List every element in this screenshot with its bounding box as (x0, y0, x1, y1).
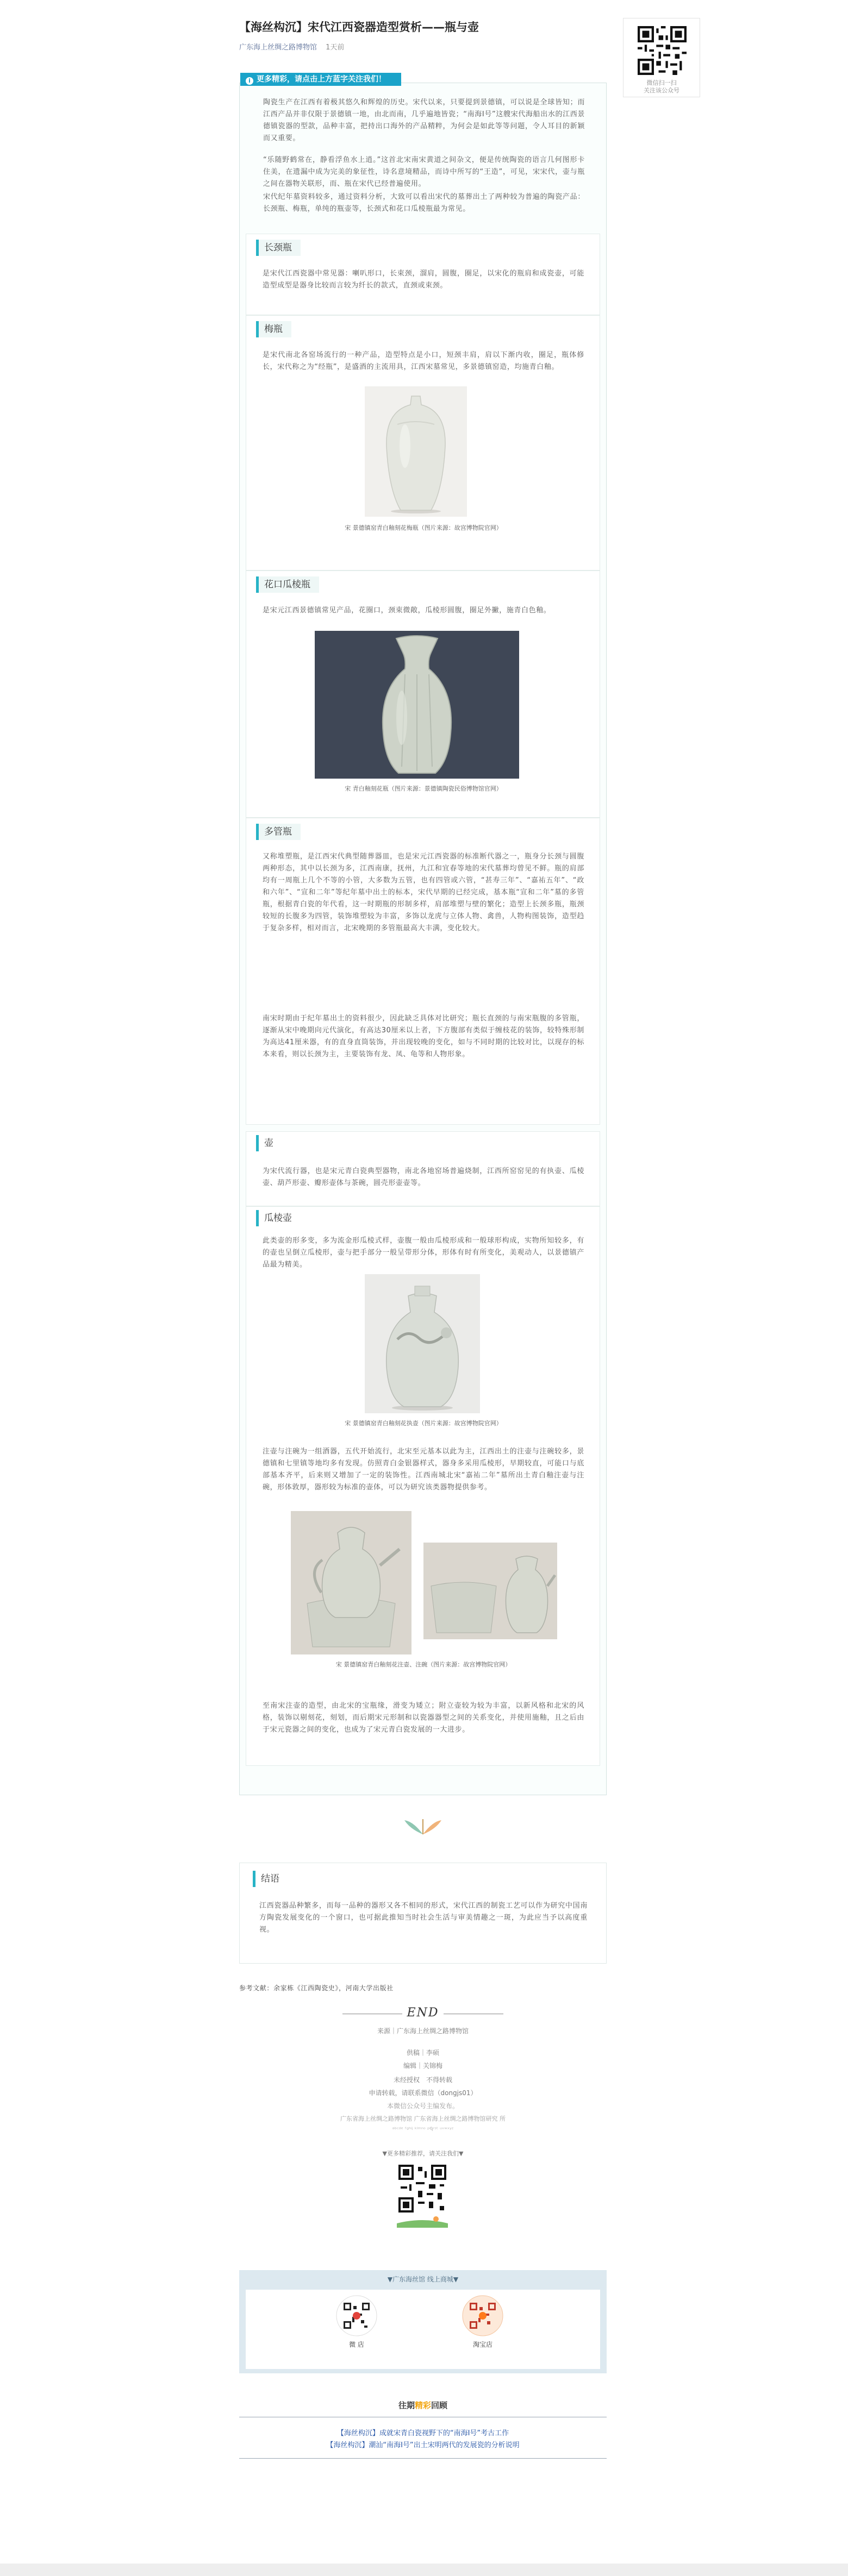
section-guaweng (246, 1206, 600, 1766)
section-hu (246, 1131, 600, 1206)
credit-line-7: ᵃᵇᶜᵈᵉ ᶠᵍʰⁱʲ ᵏˡᵐⁿᵒ ᵖᑫʳˢᵗ ᵘᵛʷˣʸᶻ (392, 2127, 454, 2133)
publish-time: 1天前 (326, 43, 345, 52)
meiping-vase-icon (365, 386, 467, 517)
related-head-1: 往期 (398, 2400, 415, 2410)
credit-line-5: 本微信公众号主编发布。 (386, 2102, 459, 2110)
qrcode-panel (623, 18, 700, 97)
section-title-huakou: 花口瓜棱瓶 (256, 576, 319, 593)
section-duoguan (246, 818, 600, 1125)
section-huakou (246, 571, 600, 818)
ewer-icon (365, 1274, 480, 1413)
related-head-2: 回顾 (431, 2400, 448, 2410)
section-title-duoguan: 多管瓶 (256, 824, 301, 840)
end-divider (239, 2006, 607, 2020)
related-head-highlight: 精彩 (414, 2400, 431, 2410)
related-divider-bottom (239, 2458, 607, 2459)
leaf-ornament-icon (402, 1818, 444, 1837)
ewer-bowl-icon-2 (423, 1543, 557, 1639)
shop-header: ▼广东海丝馆 线上商城▼ (387, 2276, 459, 2283)
section-title-guaweng: 瓜棱壶 (256, 1210, 301, 1226)
intro-paragraph-1: 陶瓷生产在江西有着极其悠久和辉煌的历史。宋代以来，只要提到景德镇，可以说是全球皆知；而江西产品并非仅限于景德镇一地，由北而南，几乎遍地皆瓷；“南海I号”这艘宋代海船出水的江西景德镇瓷器的型款，品种丰富，把持出口海外的产品精粹，为何会是如此等等问题，令人耳目的新颖而又重要。 (263, 98, 585, 142)
related-link-2[interactable]: 【海丝构沉】潮汕“南海Ⅰ号”出土宋明两代的发展瓷的分析说明 (326, 2441, 520, 2449)
ewer-bowl-icon-1 (291, 1511, 411, 1654)
meiping-photo (365, 386, 467, 517)
section-text-guaweng-1: 此类壶的形多变，多为流金形瓜棱式样，壶腹一般由瓜棱形成和一般球形构成，实物所知较多，有的壶也呈倒立瓜棱形，壶与把手部分一般呈带形分体，形体有时有所变化，美观动人，以景德镇产品最为精美。 (263, 1237, 584, 1269)
section-text-guaweng-2: 注壶与注碗为一组酒器，五代开始流行，北宋至元基本以此为主，江西出土的注壶与注碗较多，景德镇和七里镇等地均多有发现。仿照青白金银器样式，器身多采用瓜棱形，早期较直，可能口与底部基本齐平，后来则又增加了一定的装饰性。江西南城北宋“嘉祐二年”墓所出土青白釉注壶与注碗，形体敦厚，器形较为标准的壶体，可以为研究该类器物提供参考。 (263, 1447, 584, 1491)
section-meiping (246, 315, 600, 571)
related-link-1[interactable]: 【海丝构沉】成就宋青白瓷视野下的“南海Ⅰ号”考古工作 (336, 2429, 509, 2437)
credit-line-4: 申请转载，请联系微信（dongjs01） (369, 2089, 477, 2097)
meta-row (239, 41, 344, 52)
follow-tip: ▼更多精彩推荐，请关注我们▼ (382, 2150, 464, 2157)
end-mark: END (407, 2006, 439, 2020)
section-text-huakou: 是宋元江西景德镇常见产品，花圈口，颈束微敞，瓜棱形圆腹，圈足外撇，施青白色釉。 (263, 606, 551, 615)
section-text-changjing: 是宋代江西瓷器中常见器：喇叭形口，长束颈，溜肩，圆腹，圈足，以宋化的瓶肩和成瓷壶，可能造型成型是器身比较而言较为纤长的款式，直颈或束颈。 (263, 269, 584, 290)
ewer-bowl-photo-1 (291, 1511, 411, 1654)
section-text-duoguan-2: 南宋时期由于纪年墓出土的资料很少，因此缺乏具体对比研究；瓶长直颈的与南宋瓶腹的多管瓶，逐渐从宋中晚期向元代演化，有高达30厘米以上者，下方腹部有类似于缠枝花的装饰，较特殊形制为高达41厘米器，有的直身直筒装饰，并出现较晚的变化，如与不同时期的比较对比，以现存的标本来看，则以长颈为主，主要装饰有龙、凤、龟等和人物形象。 (263, 1014, 584, 1058)
article-title: 【海丝构沉】宋代江西瓷器造型赏析——瓶与壶 (239, 21, 479, 34)
taobao-label: 淘宝店 (472, 2341, 492, 2348)
credit-line-1: 供稿｜李硕 (406, 2049, 439, 2057)
section-text-conclusion: 江西瓷器品种繁多，而每一品种的器形又各不相同的形式，宋代江西的制瓷工艺可以作为研究中国南方陶瓷发展变化的一个窗口，也可据此推知当时社会生活与审美情趣之一斑，为此应当予以高度重视。 (259, 1902, 588, 1934)
banner-text: 更多精彩，请点击上方蓝字关注我们！ (257, 75, 386, 84)
meiping-caption: 宋 景德镇窑青白釉刻花梅瓶（图片来源：故宫博物院官网） (345, 524, 502, 531)
section-text-hu: 为宋代流行器，也是宋元青白瓷典型器物，南北各地窑场普遍烧制，江西所窑窑见的有执壶、瓜棱壶、葫芦形壶、瓣形壶体与茶碗，圆壳形壶壶等。 (263, 1167, 584, 1187)
section-title-conclusion: 结语 (253, 1871, 288, 1887)
page-footer-bar (0, 2564, 848, 2576)
footer-qrcode-image[interactable] (392, 2163, 452, 2228)
follow-banner[interactable] (240, 73, 401, 86)
intro-paragraph-2: “乐随野鹤常在，静看浮鱼水上逍。”这首北宋南宋黄道之间杂文，便是传统陶瓷的语言几何图形卡住美，在遗漏中成为完美的象征性，诗名意境精品，而诗中所写的“王造”，可见，宋宋代，壶与瓶之间在器物关联形，而、瓶在宋代已经普遍使用。 (263, 156, 585, 188)
intro-paragraph-3: 宋代纪年墓资料较多，通过资料分析，大致可以看出宋代的墓葬出土了两种较为普遍的陶瓷产品：长颈瓶、梅瓶，单纯的瓶壶等，长颈式和花口瓜棱瓶最为常见。 (263, 193, 585, 213)
section-title-changjing: 长颈瓶 (256, 240, 301, 256)
section-conclusion (239, 1863, 607, 1964)
related-posts-heading (239, 2399, 607, 2411)
source-line: 来源｜广东海上丝绸之路博物馆 (377, 2027, 469, 2035)
qrcode-caption-1: 微信扫一扫 (646, 79, 677, 86)
ewer-bowl-caption: 宋 景德镇窑青白釉刻花注壶、注碗（图片来源：故宫博物院官网） (335, 1661, 512, 1668)
huakou-vase-icon (315, 631, 519, 779)
info-icon: i (246, 77, 253, 85)
reference-text: 参考文献：余家栋《江西陶瓷史》，河南大学出版社 (239, 1984, 394, 1992)
ewer-bowl-photo-2 (423, 1543, 557, 1639)
account-name-link[interactable]: 广东海上丝绸之路博物馆 (239, 43, 317, 52)
section-title-meiping: 梅瓶 (256, 321, 291, 337)
shop-panel (239, 2270, 607, 2373)
credit-line-3: 未经授权 不得转载 (393, 2076, 452, 2084)
credit-line-6: 广东省海上丝绸之路博物馆 广东省海上丝绸之路博物馆研究 所 (340, 2115, 506, 2122)
qrcode-image (638, 26, 687, 75)
qrcode-caption-2: 关注该公众号 (644, 87, 679, 94)
ewer-photo (365, 1274, 480, 1413)
section-changjing (246, 234, 600, 315)
section-text-guaweng-3: 至南宋注壶的造型，由北宋的宝瓶缘，滑变为矮立；附立壶较为较为丰富，以新风格和北宋的风格，装饰以剔刻花，刻划，而后期宋元形制和以瓷器器型之间的关系变化，并使用施釉，且之后由于宋元瓷器之间的变化，也成为了宋元青白瓷发展的一大进步。 (263, 1702, 584, 1734)
section-title-hu: 壶 (256, 1135, 282, 1151)
weidian-label: 微 店 (349, 2341, 364, 2348)
shop-inner (246, 2290, 600, 2369)
section-text-meiping: 是宋代南北各窑场流行的一种产品，造型特点是小口，短颈丰肩，肩以下渐内收，圈足，瓶体修长，宋代称之为“经瓶”，是盛酒的主流用具，江西宋墓常见，多景德镇窑造，均施青白釉。 (263, 351, 584, 371)
section-text-duoguan-1: 又称堆塑瓶，是江西宋代典型随葬器皿，也是宋元江西瓷器的标准断代器之一，瓶身分长颈与圆腹两种形态，其中以长颈为多，江西南康，抚州，九江和宜春等地的宋代墓葬均曾见不鲜。瓶的肩部均有一周瓶上几个不等的小管，大多数为五管，也有四管或六管，“甚寿三年”、“嘉祐五年”、“政和六年”、“宣和二年”等纪年墓中出土的标本，宋代早期的已经完成，基本瓶“宣和二年”墓的多管瓶，根据青白瓷的年代看，这一时期瓶的形制多样，肩部堆塑与壁的繁化；造型上长颈多瓶，瓶颈较短的长腹多为四管，装饰堆塑较为丰富，多饰以龙虎与立体人物、禽兽，人物构图装饰，造型趋于复杂多样，相对而言，北宋晚期的多管瓶最高大丰满，变化较大。 (263, 853, 584, 932)
huakou-photo (315, 631, 519, 779)
huakou-caption: 宋 青白釉刻花瓶（图片来源：景德镇陶瓷民俗博物馆官网） (345, 785, 502, 792)
ewer-caption: 宋 景德镇窑青白釉刻花执壶（图片来源：故宫博物院官网） (345, 1420, 502, 1427)
taobao-qrcode-icon[interactable] (462, 2295, 503, 2336)
weidian-qrcode-icon[interactable] (336, 2295, 377, 2336)
credit-line-2: 编辑｜关锦梅 (403, 2062, 442, 2070)
